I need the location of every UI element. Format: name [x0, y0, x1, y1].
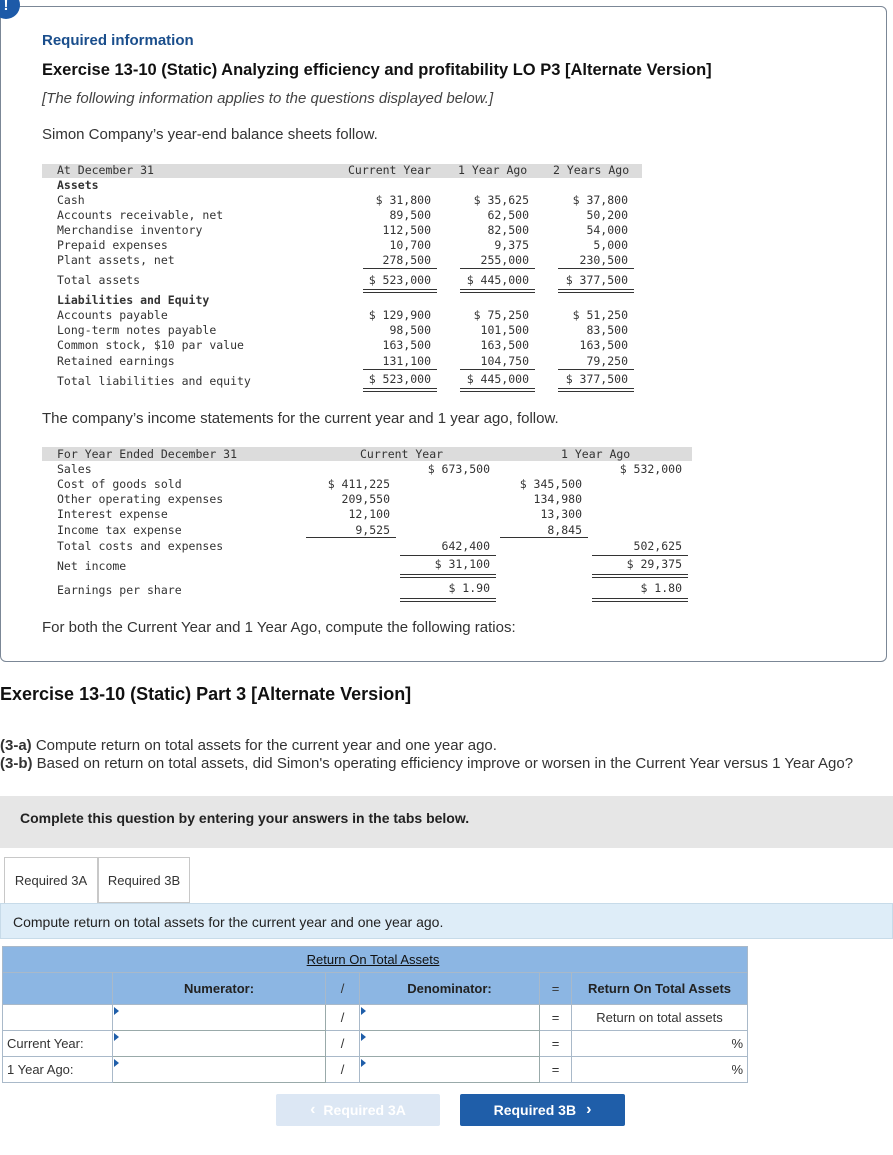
prior-year-numerator-input[interactable]: [113, 1057, 326, 1083]
instructions-band: [0, 796, 893, 848]
question-3a-tag: (3-a): [0, 737, 32, 754]
sum-rule: [400, 555, 496, 556]
cell: $ 51,250: [572, 308, 628, 322]
total-assets-label: Total assets: [57, 273, 141, 287]
equals: =: [540, 1005, 572, 1031]
percent-sign: %: [731, 1062, 743, 1077]
row-label: Prepaid expenses: [57, 238, 168, 252]
income-col-label: For Year Ended December 31: [57, 447, 238, 461]
cell: 12,100: [348, 507, 390, 521]
cell: 163,500: [382, 338, 431, 352]
answer-table: [2, 946, 748, 1083]
double-rule: [363, 292, 437, 293]
cell: 278,500: [382, 253, 431, 267]
slash: /: [326, 1005, 360, 1031]
cell: 98,500: [389, 323, 431, 337]
cell: 112,500: [382, 223, 431, 237]
cell: 50,200: [586, 208, 628, 222]
cell: 8,845: [547, 523, 582, 537]
slash-header: /: [326, 973, 360, 1005]
equals: =: [540, 1057, 572, 1083]
alert-icon: !: [0, 0, 20, 19]
question-3b-text: Based on return on total assets, did Simon's operating efficiency improve or worsen in the Current Year versus 1 Year Ago?: [32, 755, 854, 772]
dropdown-marker-icon: [114, 1033, 119, 1041]
double-rule: [400, 601, 496, 602]
double-rule: [460, 289, 535, 290]
result-header: Return On Total Assets: [572, 973, 748, 1005]
balance-intro: Simon Company’s year-end balance sheets follow.: [42, 126, 378, 143]
cell: 54,000: [586, 223, 628, 237]
eps-label: Earnings per share: [57, 583, 182, 597]
liabilities-heading: Liabilities and Equity: [57, 293, 210, 307]
cell: $ 345,500: [519, 477, 582, 491]
cell: 13,300: [540, 507, 582, 521]
double-rule: [592, 601, 688, 602]
double-rule: [592, 574, 688, 575]
dropdown-marker-icon: [114, 1007, 119, 1015]
cell: 10,700: [389, 238, 431, 252]
denominator-header: Denominator:: [360, 973, 540, 1005]
double-rule: [460, 388, 535, 389]
row-label: Interest expense: [57, 507, 168, 521]
sum-rule: [460, 369, 535, 370]
total-costs-label: Total costs and expenses: [57, 539, 224, 553]
cell: 642,400: [441, 539, 490, 553]
instructions-text: Complete this question by entering your answers in the tabs below.: [20, 810, 470, 826]
row-label: Income tax expense: [57, 523, 182, 537]
cell: 82,500: [487, 223, 529, 237]
equals-header: =: [540, 973, 572, 1005]
cell: $ 75,250: [473, 308, 529, 322]
row-label-empty: [3, 1005, 113, 1031]
balance-col-2yr: 2 Years Ago: [553, 163, 630, 177]
sum-rule: [460, 268, 535, 269]
row-label: Plant assets, net: [57, 253, 175, 267]
next-button[interactable]: [460, 1094, 625, 1126]
exercise-title: Exercise 13-10 (Static) Analyzing efficiency and profitability LO P3 [Alternate Version]: [42, 61, 712, 79]
row-label: Accounts receivable, net: [57, 208, 224, 222]
numerator-label-input[interactable]: [113, 1005, 326, 1031]
dropdown-marker-icon: [114, 1059, 119, 1067]
tab-required-3b[interactable]: [98, 857, 190, 903]
equals: =: [540, 1031, 572, 1057]
dropdown-marker-icon: [361, 1007, 366, 1015]
cell: 163,500: [480, 338, 529, 352]
prior-year-result-input[interactable]: [572, 1057, 748, 1083]
sum-rule: [363, 268, 437, 269]
income-col-current: Current Year: [360, 447, 444, 461]
tab-prompt: Compute return on total assets for the current year and one year ago.: [13, 914, 444, 930]
double-rule: [558, 289, 634, 290]
cell: $ 673,500: [427, 462, 490, 476]
double-rule: [400, 577, 496, 578]
double-rule: [363, 388, 437, 389]
assets-heading: Assets: [57, 178, 99, 192]
double-rule: [363, 289, 437, 290]
double-rule: [558, 388, 634, 389]
row-label: Long-term notes payable: [57, 323, 217, 337]
part-title: Exercise 13-10 (Static) Part 3 [Alternate Version]: [0, 684, 412, 704]
header-empty: [3, 973, 113, 1005]
cell: $ 377,500: [565, 372, 628, 386]
row-label: Retained earnings: [57, 354, 175, 368]
double-rule: [400, 598, 496, 599]
info-note: [The following information applies to the questions displayed below.]: [42, 90, 494, 107]
prev-button[interactable]: [276, 1094, 440, 1126]
cell: $ 445,000: [466, 372, 529, 386]
current-year-numerator-input[interactable]: [113, 1031, 326, 1057]
cell: $ 1.80: [640, 581, 682, 595]
total-liab-label: Total liabilities and equity: [57, 374, 251, 388]
cell: $ 31,100: [434, 557, 490, 571]
double-rule: [558, 292, 634, 293]
prev-button-label: Required 3A: [323, 1102, 406, 1118]
sum-rule: [500, 537, 588, 538]
cell: $ 37,800: [572, 193, 628, 207]
balance-col-current: Current Year: [348, 163, 432, 177]
tab-label: Required 3B: [107, 872, 181, 888]
current-year-result-input[interactable]: [572, 1031, 748, 1057]
cell: $ 523,000: [368, 273, 431, 287]
question-3b: [0, 755, 853, 772]
current-year-denominator-input[interactable]: [360, 1031, 540, 1057]
net-income-label: Net income: [57, 559, 127, 573]
cell: $ 29,375: [626, 557, 682, 571]
sum-rule: [306, 537, 396, 538]
double-rule: [400, 574, 496, 575]
double-rule: [558, 391, 634, 392]
cell: 104,750: [480, 354, 529, 368]
question-3a: [0, 737, 497, 754]
tab-required-3a[interactable]: [4, 857, 98, 903]
cell: $ 35,625: [473, 193, 529, 207]
denominator-label-input[interactable]: [360, 1005, 540, 1031]
cell: $ 377,500: [565, 273, 628, 287]
dropdown-marker-icon: [361, 1059, 366, 1067]
balance-col-1yr: 1 Year Ago: [458, 163, 528, 177]
question-3a-text: Compute return on total assets for the current year and one year ago.: [31, 737, 497, 754]
cell: 9,525: [355, 523, 390, 537]
tab-label: Required 3A: [14, 873, 88, 888]
table-caption: Return On Total Assets: [306, 952, 440, 967]
row-label: Cash: [57, 193, 85, 207]
slash: /: [326, 1057, 360, 1083]
table-header-row: [3, 973, 748, 1005]
sum-rule: [558, 268, 634, 269]
dropdown-marker-icon: [361, 1033, 366, 1041]
table-caption-row: [3, 947, 748, 973]
row-label: Accounts payable: [57, 308, 168, 322]
cell: $ 523,000: [368, 372, 431, 386]
cell: 79,250: [586, 354, 628, 368]
required-info-heading: Required information: [42, 32, 194, 49]
cell: 89,500: [389, 208, 431, 222]
cell: 101,500: [480, 323, 529, 337]
ratios-intro: For both the Current Year and 1 Year Ago, compute the following ratios:: [42, 619, 516, 636]
double-rule: [460, 292, 535, 293]
cell: 209,550: [341, 492, 390, 506]
double-rule: [592, 598, 688, 599]
cell: $ 411,225: [327, 477, 390, 491]
slash: /: [326, 1031, 360, 1057]
cell: 131,100: [382, 354, 431, 368]
cell: $ 129,900: [368, 308, 431, 322]
tab-prompt-band: [0, 903, 893, 939]
double-rule: [592, 577, 688, 578]
cell: $ 532,000: [619, 462, 682, 476]
income-col-1yr: 1 Year Ago: [561, 447, 631, 461]
table-row: [3, 1031, 748, 1057]
cell: $ 31,800: [375, 193, 431, 207]
cell: 62,500: [487, 208, 529, 222]
row-label: Merchandise inventory: [57, 223, 203, 237]
cell: 134,980: [533, 492, 582, 506]
cell: $ 445,000: [466, 273, 529, 287]
row-label: Common stock, $10 par value: [57, 338, 244, 352]
balance-col-label: At December 31: [57, 163, 154, 177]
cell: 5,000: [593, 238, 628, 252]
double-rule: [460, 391, 535, 392]
row-label: Other operating expenses: [57, 492, 224, 506]
table-row: [3, 1057, 748, 1083]
table-caption-cell: [3, 947, 748, 973]
sum-rule: [363, 369, 437, 370]
sales-label: Sales: [57, 462, 92, 476]
sum-rule: [592, 555, 688, 556]
cell: 163,500: [579, 338, 628, 352]
next-button-label: Required 3B: [493, 1102, 577, 1118]
prior-year-denominator-input[interactable]: [360, 1057, 540, 1083]
cell: 9,375: [494, 238, 529, 252]
row-label: 1 Year Ago:: [3, 1057, 113, 1083]
cell: 502,625: [633, 539, 682, 553]
numerator-header: Numerator:: [113, 973, 326, 1005]
double-rule: [363, 391, 437, 392]
chevron-left-icon: ‹: [310, 1101, 316, 1118]
sum-rule: [558, 369, 634, 370]
percent-sign: %: [731, 1036, 743, 1051]
income-intro: The company’s income statements for the current year and 1 year ago, follow.: [42, 410, 559, 427]
cell: $ 1.90: [448, 581, 490, 595]
row-label: Cost of goods sold: [57, 477, 182, 491]
cell: 83,500: [586, 323, 628, 337]
row-label: Current Year:: [3, 1031, 113, 1057]
chevron-right-icon: ›: [586, 1101, 592, 1118]
cell: 255,000: [480, 253, 529, 267]
cell: 230,500: [579, 253, 628, 267]
question-3b-tag: (3-b): [0, 755, 33, 772]
table-row: [3, 1005, 748, 1031]
result-label: Return on total assets: [572, 1005, 748, 1031]
